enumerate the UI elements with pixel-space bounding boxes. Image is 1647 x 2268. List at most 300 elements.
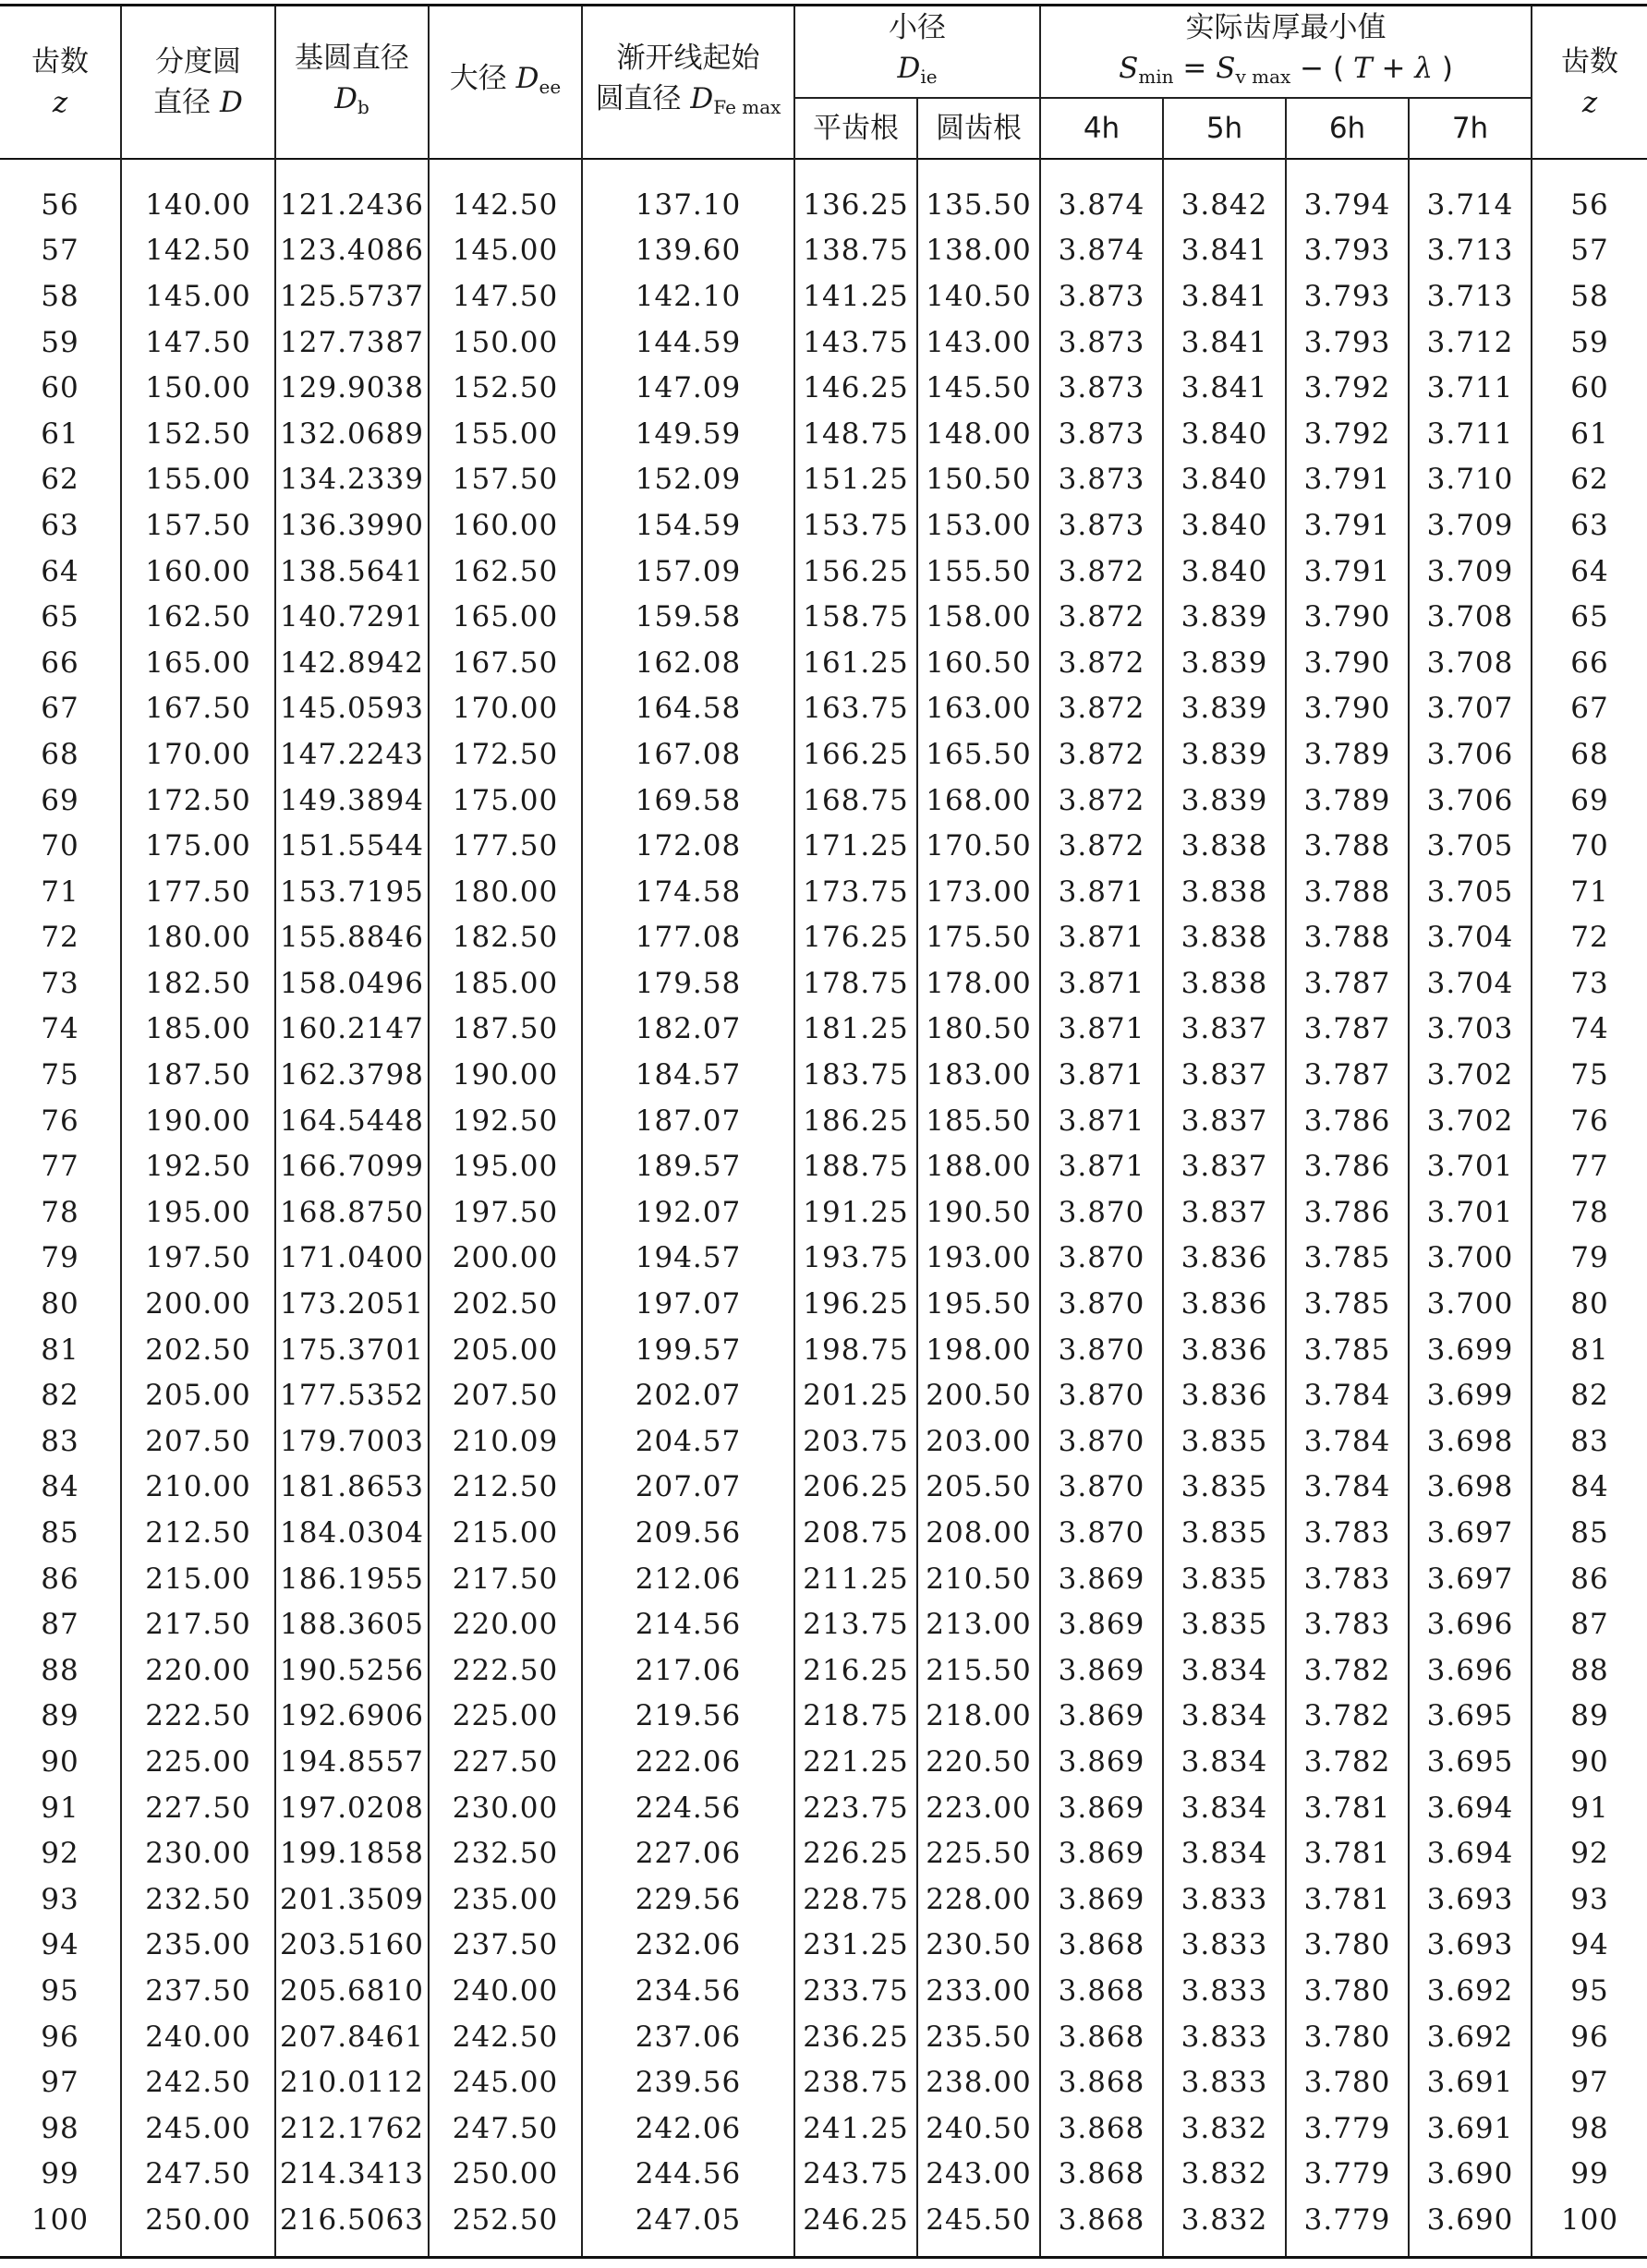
cell-thickness-7h: 3.708 (1409, 640, 1532, 686)
cell-form-diameter: 219.56 (582, 1694, 794, 1740)
cell-major-diameter: 190.00 (429, 1052, 582, 1098)
cell-minor-fillet-root: 203.00 (917, 1418, 1040, 1465)
cell-form-diameter: 157.09 (582, 549, 794, 595)
cell-minor-fillet-root: 198.00 (917, 1327, 1040, 1373)
cell-thickness-6h: 3.784 (1286, 1465, 1409, 1511)
cell-thickness-7h: 3.692 (1409, 2014, 1532, 2060)
cell-minor-flat-root: 173.75 (794, 869, 917, 915)
cell-base-diameter: 171.0400 (275, 1236, 429, 1282)
cell-teeth-right: 69 (1532, 778, 1647, 824)
cell-thickness-4h: 3.869 (1040, 1785, 1163, 1831)
cell-teeth: 84 (0, 1465, 121, 1511)
cell-pitch-diameter: 142.50 (121, 228, 275, 274)
table-row (0, 1785, 1647, 1831)
cell-thickness-7h: 3.711 (1409, 365, 1532, 411)
cell-pitch-diameter: 240.00 (121, 2014, 275, 2060)
cell-thickness-6h: 3.783 (1286, 1601, 1409, 1647)
cell-thickness-4h: 3.869 (1040, 1876, 1163, 1923)
cell-teeth-right: 98 (1532, 2105, 1647, 2152)
cell-thickness-5h: 3.838 (1163, 960, 1286, 1007)
cell-thickness-5h: 3.840 (1163, 457, 1286, 503)
spline-dimensions-table (0, 4, 1647, 2259)
cell-pitch-diameter: 205.00 (121, 1372, 275, 1418)
cell-major-diameter: 222.50 (429, 1647, 582, 1694)
cell-base-diameter: 186.1955 (275, 1556, 429, 1602)
cell-thickness-4h: 3.871 (1040, 869, 1163, 915)
cell-minor-fillet-root: 150.50 (917, 457, 1040, 503)
cell-minor-flat-root: 221.25 (794, 1739, 917, 1785)
cell-thickness-4h: 3.869 (1040, 1830, 1163, 1876)
table-row (0, 228, 1647, 274)
cell-teeth-right: 94 (1532, 1923, 1647, 1969)
table-row (0, 2152, 1647, 2198)
cell-form-diameter: 222.06 (582, 1739, 794, 1785)
cell-major-diameter: 217.50 (429, 1556, 582, 1602)
cell-thickness-6h: 3.793 (1286, 228, 1409, 274)
table-row (0, 159, 1647, 228)
cell-thickness-7h: 3.706 (1409, 731, 1532, 778)
table-row (0, 594, 1647, 640)
cell-teeth: 57 (0, 228, 121, 274)
col-header-teeth: 齿数 z (0, 6, 121, 160)
cell-major-diameter: 247.50 (429, 2105, 582, 2152)
cell-thickness-7h: 3.700 (1409, 1281, 1532, 1327)
cell-minor-fillet-root: 183.00 (917, 1052, 1040, 1098)
cell-form-diameter: 199.57 (582, 1327, 794, 1373)
cell-teeth-right: 87 (1532, 1601, 1647, 1647)
thickness-formula: $S_{min} = S_{v max}$ − ( T + λ ) (1119, 51, 1453, 88)
cell-teeth-right: 78 (1532, 1189, 1647, 1236)
cell-major-diameter: 215.00 (429, 1510, 582, 1556)
col-header-minor-diameter: 小径 $D_{ie}$ (794, 6, 1040, 99)
cell-thickness-4h: 3.874 (1040, 228, 1163, 274)
cell-thickness-7h: 3.707 (1409, 686, 1532, 732)
cell-form-diameter: 247.05 (582, 2197, 794, 2257)
cell-thickness-6h: 3.785 (1286, 1236, 1409, 1282)
cell-pitch-diameter: 245.00 (121, 2105, 275, 2152)
cell-teeth-right: 59 (1532, 320, 1647, 366)
cell-major-diameter: 147.50 (429, 273, 582, 320)
cell-thickness-5h: 3.840 (1163, 549, 1286, 595)
cell-form-diameter: 237.06 (582, 2014, 794, 2060)
cell-minor-fillet-root: 178.00 (917, 960, 1040, 1007)
cell-teeth-right: 86 (1532, 1556, 1647, 1602)
cell-minor-fillet-root: 175.50 (917, 915, 1040, 961)
cell-major-diameter: 172.50 (429, 731, 582, 778)
cell-teeth: 82 (0, 1372, 121, 1418)
cell-teeth: 67 (0, 686, 121, 732)
cell-thickness-4h: 3.868 (1040, 2197, 1163, 2257)
cell-form-diameter: 232.06 (582, 1923, 794, 1969)
cell-thickness-4h: 3.871 (1040, 915, 1163, 961)
table-row (0, 1327, 1647, 1373)
cell-form-diameter: 144.59 (582, 320, 794, 366)
cell-base-diameter: 127.7387 (275, 320, 429, 366)
cell-thickness-4h: 3.872 (1040, 823, 1163, 869)
cell-base-diameter: 136.3990 (275, 502, 429, 549)
table-row (0, 1830, 1647, 1876)
cell-major-diameter: 185.00 (429, 960, 582, 1007)
cell-teeth-right: 95 (1532, 1968, 1647, 2014)
cell-thickness-7h: 3.694 (1409, 1830, 1532, 1876)
cell-teeth-right: 76 (1532, 1098, 1647, 1144)
cell-minor-flat-root: 241.25 (794, 2105, 917, 2152)
cell-minor-flat-root: 156.25 (794, 549, 917, 595)
table-row (0, 1281, 1647, 1327)
cell-teeth: 92 (0, 1830, 121, 1876)
cell-thickness-5h: 3.838 (1163, 869, 1286, 915)
cell-teeth: 81 (0, 1327, 121, 1373)
cell-minor-flat-root: 168.75 (794, 778, 917, 824)
cell-form-diameter: 162.08 (582, 640, 794, 686)
table-row (0, 549, 1647, 595)
table-row (0, 1236, 1647, 1282)
cell-teeth-right: 68 (1532, 731, 1647, 778)
cell-teeth: 97 (0, 2059, 121, 2105)
col-header-class-4h: 4h (1040, 98, 1163, 159)
cell-thickness-7h: 3.705 (1409, 869, 1532, 915)
cell-minor-fillet-root: 153.00 (917, 502, 1040, 549)
cell-thickness-5h: 3.839 (1163, 594, 1286, 640)
cell-teeth-right: 85 (1532, 1510, 1647, 1556)
cell-major-diameter: 145.00 (429, 228, 582, 274)
cell-minor-flat-root: 183.75 (794, 1052, 917, 1098)
cell-thickness-5h: 3.834 (1163, 1694, 1286, 1740)
cell-major-diameter: 212.50 (429, 1465, 582, 1511)
cell-thickness-6h: 3.793 (1286, 273, 1409, 320)
cell-form-diameter: 207.07 (582, 1465, 794, 1511)
cell-minor-flat-root: 161.25 (794, 640, 917, 686)
cell-minor-fillet-root: 140.50 (917, 273, 1040, 320)
cell-teeth-right: 63 (1532, 502, 1647, 549)
table-row (0, 1968, 1647, 2014)
cell-thickness-6h: 3.780 (1286, 2014, 1409, 2060)
col-header-pitch-diameter: 分度圆 直径 D (121, 6, 275, 160)
cell-pitch-diameter: 190.00 (121, 1098, 275, 1144)
cell-base-diameter: 173.2051 (275, 1281, 429, 1327)
cell-thickness-6h: 3.786 (1286, 1189, 1409, 1236)
cell-teeth-right: 58 (1532, 273, 1647, 320)
cell-minor-flat-root: 208.75 (794, 1510, 917, 1556)
cell-form-diameter: 217.06 (582, 1647, 794, 1694)
cell-thickness-6h: 3.783 (1286, 1510, 1409, 1556)
cell-thickness-6h: 3.779 (1286, 2152, 1409, 2198)
cell-form-diameter: 214.56 (582, 1601, 794, 1647)
table-header (0, 6, 1647, 160)
col-header-flat-root: 平齿根 (794, 98, 917, 159)
cell-thickness-4h: 3.871 (1040, 960, 1163, 1007)
cell-teeth-right: 61 (1532, 411, 1647, 457)
table-row (0, 1098, 1647, 1144)
cell-thickness-6h: 3.788 (1286, 869, 1409, 915)
cell-pitch-diameter: 177.50 (121, 869, 275, 915)
cell-teeth-right: 88 (1532, 1647, 1647, 1694)
cell-minor-fillet-root: 170.50 (917, 823, 1040, 869)
cell-form-diameter: 192.07 (582, 1189, 794, 1236)
cell-base-diameter: 177.5352 (275, 1372, 429, 1418)
cell-thickness-6h: 3.790 (1286, 640, 1409, 686)
cell-teeth: 94 (0, 1923, 121, 1969)
cell-base-diameter: 160.2147 (275, 1007, 429, 1053)
cell-major-diameter: 230.00 (429, 1785, 582, 1831)
cell-form-diameter: 189.57 (582, 1143, 794, 1189)
cell-base-diameter: 166.7099 (275, 1143, 429, 1189)
cell-thickness-4h: 3.871 (1040, 1098, 1163, 1144)
cell-thickness-7h: 3.705 (1409, 823, 1532, 869)
cell-teeth: 61 (0, 411, 121, 457)
cell-pitch-diameter: 192.50 (121, 1143, 275, 1189)
cell-thickness-7h: 3.709 (1409, 549, 1532, 595)
col-header-teeth-right: 齿数 z (1532, 6, 1647, 160)
cell-minor-flat-root: 171.25 (794, 823, 917, 869)
table-row (0, 823, 1647, 869)
table-row (0, 1876, 1647, 1923)
cell-pitch-diameter: 167.50 (121, 686, 275, 732)
cell-pitch-diameter: 187.50 (121, 1052, 275, 1098)
cell-minor-flat-root: 191.25 (794, 1189, 917, 1236)
cell-thickness-6h: 3.790 (1286, 594, 1409, 640)
cell-teeth: 68 (0, 731, 121, 778)
cell-thickness-4h: 3.872 (1040, 686, 1163, 732)
cell-thickness-5h: 3.834 (1163, 1647, 1286, 1694)
table-row (0, 778, 1647, 824)
cell-major-diameter: 180.00 (429, 869, 582, 915)
cell-major-diameter: 227.50 (429, 1739, 582, 1785)
cell-thickness-5h: 3.832 (1163, 2197, 1286, 2257)
cell-teeth: 93 (0, 1876, 121, 1923)
cell-base-diameter: 132.0689 (275, 411, 429, 457)
cell-thickness-5h: 3.833 (1163, 2059, 1286, 2105)
cell-teeth: 79 (0, 1236, 121, 1282)
table-row (0, 1052, 1647, 1098)
cell-minor-flat-root: 141.25 (794, 273, 917, 320)
cell-pitch-diameter: 250.00 (121, 2197, 275, 2257)
cell-thickness-4h: 3.872 (1040, 731, 1163, 778)
cell-thickness-7h: 3.692 (1409, 1968, 1532, 2014)
cell-form-diameter: 227.06 (582, 1830, 794, 1876)
cell-thickness-6h: 3.787 (1286, 1007, 1409, 1053)
cell-thickness-4h: 3.872 (1040, 594, 1163, 640)
cell-minor-flat-root: 186.25 (794, 1098, 917, 1144)
cell-teeth-right: 64 (1532, 549, 1647, 595)
cell-thickness-7h: 3.699 (1409, 1327, 1532, 1373)
table-row (0, 1694, 1647, 1740)
cell-teeth-right: 75 (1532, 1052, 1647, 1098)
cell-minor-fillet-root: 168.00 (917, 778, 1040, 824)
cell-base-diameter: 140.7291 (275, 594, 429, 640)
cell-minor-fillet-root: 200.50 (917, 1372, 1040, 1418)
cell-thickness-6h: 3.786 (1286, 1098, 1409, 1144)
cell-teeth: 65 (0, 594, 121, 640)
cell-base-diameter: 155.8846 (275, 915, 429, 961)
cell-thickness-5h: 3.837 (1163, 1189, 1286, 1236)
cell-teeth: 70 (0, 823, 121, 869)
cell-base-diameter: 123.4086 (275, 228, 429, 274)
cell-teeth: 100 (0, 2197, 121, 2257)
cell-base-diameter: 164.5448 (275, 1098, 429, 1144)
cell-pitch-diameter: 200.00 (121, 1281, 275, 1327)
cell-teeth-right: 65 (1532, 594, 1647, 640)
cell-major-diameter: 170.00 (429, 686, 582, 732)
cell-minor-fillet-root: 245.50 (917, 2197, 1040, 2257)
cell-form-diameter: 147.09 (582, 365, 794, 411)
cell-thickness-5h: 3.833 (1163, 2014, 1286, 2060)
cell-thickness-5h: 3.834 (1163, 1785, 1286, 1831)
cell-thickness-7h: 3.711 (1409, 411, 1532, 457)
cell-major-diameter: 142.50 (429, 159, 582, 228)
cell-teeth: 86 (0, 1556, 121, 1602)
cell-thickness-4h: 3.868 (1040, 2152, 1163, 2198)
cell-thickness-7h: 3.695 (1409, 1739, 1532, 1785)
cell-form-diameter: 177.08 (582, 915, 794, 961)
cell-base-diameter: 134.2339 (275, 457, 429, 503)
cell-minor-flat-root: 136.25 (794, 159, 917, 228)
cell-thickness-5h: 3.835 (1163, 1418, 1286, 1465)
cell-thickness-4h: 3.871 (1040, 1007, 1163, 1053)
cell-major-diameter: 162.50 (429, 549, 582, 595)
cell-minor-fillet-root: 228.00 (917, 1876, 1040, 1923)
cell-base-diameter: 214.3413 (275, 2152, 429, 2198)
cell-major-diameter: 250.00 (429, 2152, 582, 2198)
cell-thickness-6h: 3.779 (1286, 2197, 1409, 2257)
cell-teeth-right: 92 (1532, 1830, 1647, 1876)
cell-thickness-7h: 3.702 (1409, 1098, 1532, 1144)
cell-form-diameter: 137.10 (582, 159, 794, 228)
cell-major-diameter: 207.50 (429, 1372, 582, 1418)
table-row (0, 1465, 1647, 1511)
cell-major-diameter: 252.50 (429, 2197, 582, 2257)
cell-thickness-4h: 3.869 (1040, 1556, 1163, 1602)
cell-form-diameter: 174.58 (582, 869, 794, 915)
cell-pitch-diameter: 147.50 (121, 320, 275, 366)
table-row (0, 1556, 1647, 1602)
cell-pitch-diameter: 197.50 (121, 1236, 275, 1282)
cell-thickness-5h: 3.841 (1163, 365, 1286, 411)
cell-teeth: 78 (0, 1189, 121, 1236)
cell-thickness-4h: 3.873 (1040, 273, 1163, 320)
cell-thickness-5h: 3.839 (1163, 686, 1286, 732)
cell-teeth: 62 (0, 457, 121, 503)
cell-teeth: 66 (0, 640, 121, 686)
cell-thickness-6h: 3.781 (1286, 1785, 1409, 1831)
cell-thickness-6h: 3.782 (1286, 1739, 1409, 1785)
cell-minor-flat-root: 163.75 (794, 686, 917, 732)
cell-teeth-right: 60 (1532, 365, 1647, 411)
cell-pitch-diameter: 232.50 (121, 1876, 275, 1923)
cell-pitch-diameter: 225.00 (121, 1739, 275, 1785)
cell-thickness-6h: 3.781 (1286, 1830, 1409, 1876)
cell-thickness-7h: 3.693 (1409, 1923, 1532, 1969)
cell-teeth-right: 91 (1532, 1785, 1647, 1831)
cell-minor-fillet-root: 165.50 (917, 731, 1040, 778)
cell-pitch-diameter: 217.50 (121, 1601, 275, 1647)
table-row (0, 273, 1647, 320)
cell-thickness-5h: 3.841 (1163, 273, 1286, 320)
cell-thickness-6h: 3.784 (1286, 1418, 1409, 1465)
cell-thickness-5h: 3.832 (1163, 2152, 1286, 2198)
cell-thickness-7h: 3.701 (1409, 1143, 1532, 1189)
table-row (0, 2059, 1647, 2105)
cell-pitch-diameter: 185.00 (121, 1007, 275, 1053)
cell-thickness-7h: 3.690 (1409, 2197, 1532, 2257)
cell-thickness-6h: 3.791 (1286, 502, 1409, 549)
cell-major-diameter: 192.50 (429, 1098, 582, 1144)
table-row (0, 411, 1647, 457)
cell-pitch-diameter: 237.50 (121, 1968, 275, 2014)
cell-base-diameter: 216.5063 (275, 2197, 429, 2257)
cell-pitch-diameter: 160.00 (121, 549, 275, 595)
cell-pitch-diameter: 247.50 (121, 2152, 275, 2198)
table-row (0, 1601, 1647, 1647)
cell-minor-fillet-root: 213.00 (917, 1601, 1040, 1647)
cell-minor-flat-root: 211.25 (794, 1556, 917, 1602)
table-row (0, 1418, 1647, 1465)
cell-thickness-7h: 3.713 (1409, 273, 1532, 320)
cell-minor-fillet-root: 145.50 (917, 365, 1040, 411)
cell-minor-fillet-root: 190.50 (917, 1189, 1040, 1236)
cell-base-diameter: 168.8750 (275, 1189, 429, 1236)
cell-minor-fillet-root: 185.50 (917, 1098, 1040, 1144)
cell-thickness-7h: 3.703 (1409, 1007, 1532, 1053)
cell-minor-flat-root: 228.75 (794, 1876, 917, 1923)
cell-teeth-right: 77 (1532, 1143, 1647, 1189)
cell-base-diameter: 203.5160 (275, 1923, 429, 1969)
cell-major-diameter: 245.00 (429, 2059, 582, 2105)
cell-thickness-4h: 3.873 (1040, 457, 1163, 503)
cell-thickness-6h: 3.794 (1286, 159, 1409, 228)
cell-base-diameter: 145.0593 (275, 686, 429, 732)
cell-major-diameter: 202.50 (429, 1281, 582, 1327)
cell-thickness-5h: 3.838 (1163, 823, 1286, 869)
cell-teeth-right: 84 (1532, 1465, 1647, 1511)
cell-base-diameter: 181.8653 (275, 1465, 429, 1511)
cell-thickness-7h: 3.699 (1409, 1372, 1532, 1418)
cell-major-diameter: 157.50 (429, 457, 582, 503)
cell-teeth: 64 (0, 549, 121, 595)
cell-thickness-4h: 3.869 (1040, 1694, 1163, 1740)
cell-thickness-7h: 3.693 (1409, 1876, 1532, 1923)
cell-thickness-6h: 3.780 (1286, 1968, 1409, 2014)
cell-thickness-5h: 3.840 (1163, 411, 1286, 457)
cell-pitch-diameter: 235.00 (121, 1923, 275, 1969)
cell-thickness-7h: 3.694 (1409, 1785, 1532, 1831)
cell-teeth-right: 100 (1532, 2197, 1647, 2257)
cell-major-diameter: 240.00 (429, 1968, 582, 2014)
cell-thickness-7h: 3.697 (1409, 1510, 1532, 1556)
cell-form-diameter: 152.09 (582, 457, 794, 503)
cell-thickness-5h: 3.841 (1163, 320, 1286, 366)
table-body (0, 159, 1647, 2257)
cell-thickness-6h: 3.791 (1286, 549, 1409, 595)
col-header-min-thickness: 实际齿厚最小值 $S_{min} = S_{v max}$ − ( T + λ ) (1040, 6, 1532, 99)
cell-minor-fillet-root: 208.00 (917, 1510, 1040, 1556)
cell-pitch-diameter: 242.50 (121, 2059, 275, 2105)
cell-thickness-4h: 3.868 (1040, 2105, 1163, 2152)
cell-teeth: 56 (0, 159, 121, 228)
cell-thickness-6h: 3.787 (1286, 960, 1409, 1007)
cell-pitch-diameter: 227.50 (121, 1785, 275, 1831)
cell-thickness-5h: 3.839 (1163, 778, 1286, 824)
cell-minor-fillet-root: 163.00 (917, 686, 1040, 732)
cell-major-diameter: 160.00 (429, 502, 582, 549)
cell-major-diameter: 225.00 (429, 1694, 582, 1740)
table-row (0, 502, 1647, 549)
cell-form-diameter: 182.07 (582, 1007, 794, 1053)
cell-teeth-right: 70 (1532, 823, 1647, 869)
cell-thickness-6h: 3.790 (1286, 686, 1409, 732)
cell-form-diameter: 209.56 (582, 1510, 794, 1556)
cell-thickness-4h: 3.870 (1040, 1281, 1163, 1327)
